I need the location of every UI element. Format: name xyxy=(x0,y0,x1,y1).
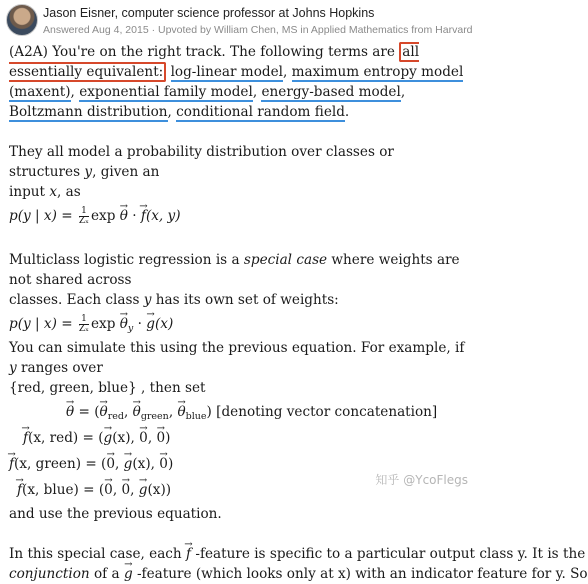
paragraph-use-previous: and use the previous equation. xyxy=(9,506,222,522)
author-avatar[interactable] xyxy=(6,4,38,36)
answer-header xyxy=(6,4,473,40)
highlight-box: all essentially equivalent: xyxy=(9,44,420,80)
formula-f-green: → f(x, green) = (→ 0, → g(x), → 0) xyxy=(9,452,469,476)
formula-logreg: p(y | x) = $\frac{1}{\text{Zₓ}}$ $\exp \to \theta_y$ · → g(x) xyxy=(9,312,469,336)
answer-body xyxy=(9,42,588,584)
term-exponential-family: exponential family model xyxy=(79,84,253,100)
answer-meta: Answered Aug 4, 2015 · Upvoted by William Chen, MS in Applied Mathematics from Harvard xyxy=(43,24,473,36)
formula-f-blue: → f(x, blue) = (→ 0, → 0, → g(x)) xyxy=(9,478,469,502)
formula-theta-concat: → θ = (→ $\theta_{red}$, → $\theta_{green}$, → $\theta_{blue}$) [denoting vector concatenation] xyxy=(9,400,469,424)
paragraph-conjunction: In this special case, each → f -feature is specific to a particular output class y. It is the conjunction of a → g -feature (which looks only at x) with an indicator feature for y. So xyxy=(9,544,469,584)
term-boltzmann: Boltzmann distribution xyxy=(9,104,168,120)
author-name[interactable]: Jason Eisner, computer science professor at Johns Hopkins xyxy=(43,6,375,20)
term-maxent: maximum entropy model (maxent) xyxy=(9,64,464,100)
watermark: 知乎 @YcoFlegs xyxy=(375,473,468,487)
formula-loglinear: p(y | x) = $\frac{1}{\text{Zₓ}}$ exp → θ · → f(x, y) xyxy=(9,204,469,228)
term-crf: conditional random field xyxy=(176,104,345,120)
paragraph-logreg: Multiclass logistic regression is a special case where weights are not shared across classes. Each class y has its own set of weights: xyxy=(9,252,460,308)
paragraph-model: They all model a probability distribution over classes or structures y, given an input x, as xyxy=(9,144,394,200)
paragraph-simulate: You can simulate this using the previous equation. For example, if y ranges over {red, green, blue} , then set xyxy=(9,340,465,396)
term-log-linear: log-linear model xyxy=(170,64,283,80)
term-energy-based: energy-based model xyxy=(261,84,401,100)
formula-f-red: → f(x, red) = (→ g(x), → 0, → 0) xyxy=(9,426,469,450)
paragraph-terms: (A2A) You're on the right track. The following terms are all essentially equivalent: log-linear model, maximum entropy model (maxent), exponential family model, energy-based model, Boltzmann distribution, conditional random field. xyxy=(9,44,464,120)
